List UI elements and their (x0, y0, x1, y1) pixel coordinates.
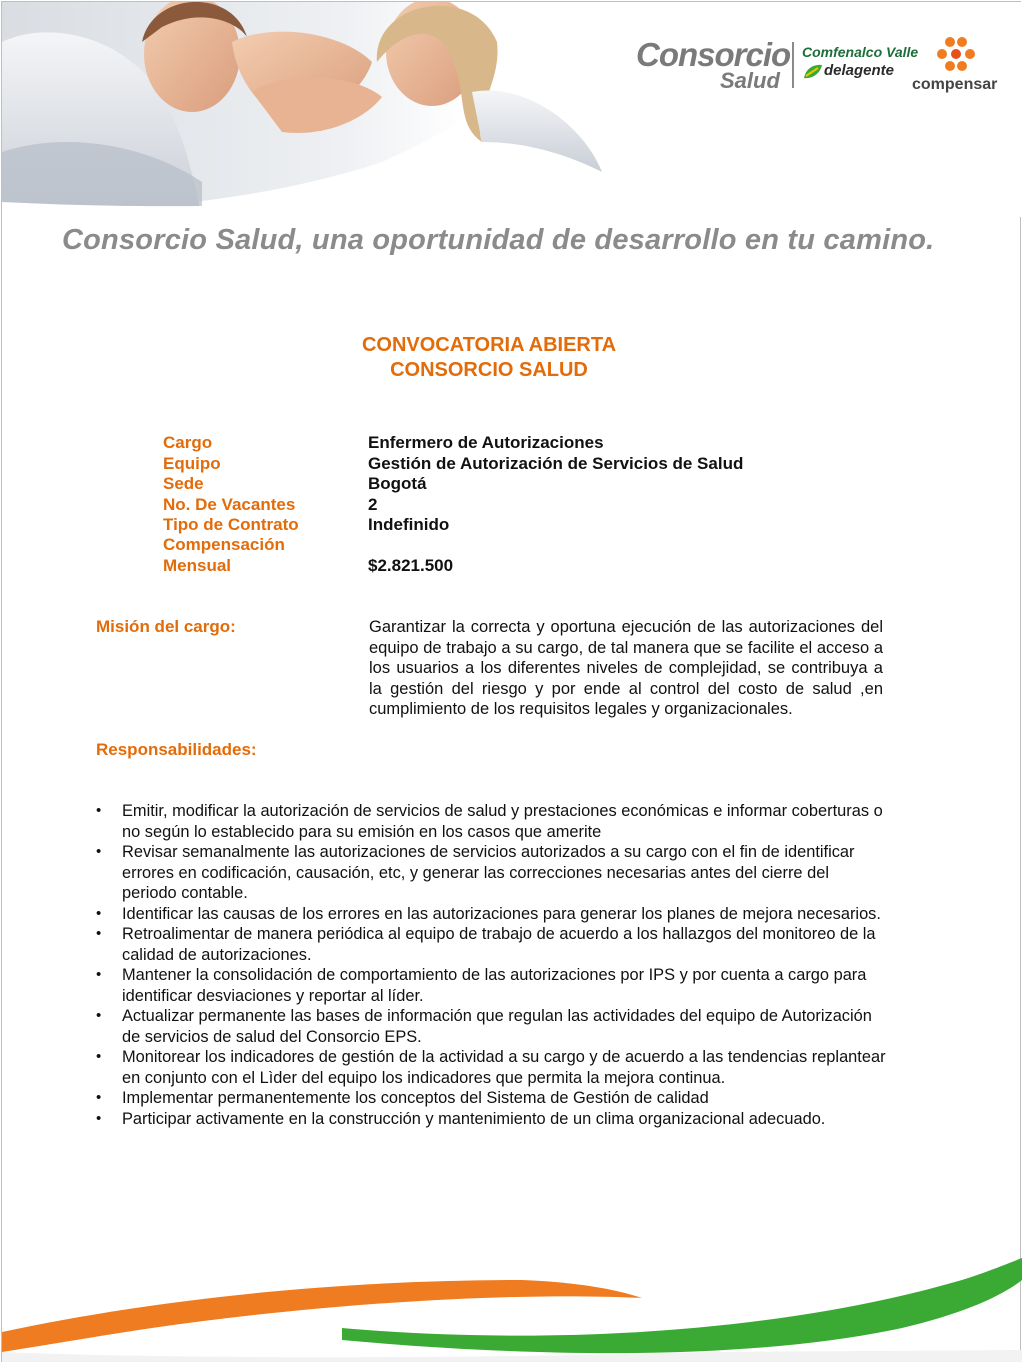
detail-value-equipo: Gestión de Autorización de Servicios de Salud (368, 454, 744, 473)
list-item: • Actualizar permanente las bases de información que regulan las actividades del equipo de Autorización de servicios de salud del Consorcio EPS. (96, 1006, 886, 1047)
detail-label-mensual: Mensual (163, 556, 232, 575)
header-photo (2, 2, 1022, 217)
detail-label-vacantes: No. De Vacantes (163, 495, 296, 514)
detail-label-compensacion: Compensación (163, 535, 285, 554)
list-item: • Participar activamente en la construcción y mantenimiento de un clima organizacional adecuado. (96, 1109, 886, 1130)
logo-separator (792, 42, 794, 88)
list-item: • Revisar semanalmente las autorizaciones de servicios autorizados a su cargo con el fin de identificar errores en codificación, causación, etc, y generar las correcciones necesarias antes del cierre del periodo contable. (96, 842, 886, 904)
detail-label-equipo: Equipo (163, 454, 221, 473)
title-consorcio: CONSORCIO SALUD (390, 359, 588, 381)
responsabilidades-label: Responsabilidades: (96, 740, 257, 759)
mision-text: Garantizar la correcta y oportuna ejecución de las autorizaciones del equipo de trabajo a su cargo, de tal manera que se facilite el acceso a los usuarios a los diferentes niveles de complejidad, se contribuya a la gestión del riesgo y por ende al control del costo de salud ,en cumplimiento de los requisitos legales y organizacionales. (369, 618, 883, 719)
logo-comfenalco-text: Comfenalco Valle (802, 44, 919, 60)
list-item: • Emitir, modificar la autorización de servicios de salud y prestaciones económicas e informar coberturas o no según lo establecido para su emisión en los casos que amerite (96, 801, 886, 842)
list-item: • Mantener la consolidación de comportamiento de las autorizaciones por IPS y por cuenta a cargo para identificar desviaciones y reportar al líder. (96, 965, 886, 1006)
logo-consorcio-text: Consorcio (636, 36, 791, 73)
logo-salud-text: Salud (720, 68, 780, 93)
detail-value-contrato: Indefinido (368, 515, 450, 534)
detail-value-vacantes: 2 (368, 495, 378, 514)
comfenalco-valle-logo (802, 44, 919, 94)
mision-label: Misión del cargo: (96, 617, 236, 636)
list-item: • Implementar permanentemente los conceptos del Sistema de Gestión de calidad (96, 1088, 886, 1109)
detail-label-contrato: Tipo de Contrato (163, 515, 299, 534)
title-convocatoria: CONVOCATORIA ABIERTA (361, 334, 617, 356)
list-item: • Identificar las causas de los errores en las autorizaciones para generar los planes de mejora necesarios. (96, 904, 886, 925)
detail-label-cargo: Cargo (163, 433, 213, 452)
compensar-logo (912, 34, 1008, 98)
list-item: • Monitorear los indicadores de gestión de la actividad a su cargo y de acuerdo a las tendencias replantear en conjunto con el Lìder del equipo los indicadores que permita la mejora continua. (96, 1047, 886, 1088)
compensar-dots-icon (936, 36, 976, 74)
detail-label-sede: Sede (163, 474, 204, 493)
list-item: • Retroalimentar de manera periódica al equipo de trabajo de acuerdo a los hallazgos del monitoreo de la calidad de autorizaciones. (96, 924, 886, 965)
slogan: Consorcio Salud, una oportunidad de desarrollo en tu camino. (62, 224, 935, 256)
detail-value-mensual: $2.821.500 (368, 556, 454, 575)
responsabilidades-list (96, 801, 886, 1129)
logo-compensar-text: compensar (912, 76, 998, 93)
detail-value-sede: Bogotá (368, 474, 427, 493)
detail-value-cargo: Enfermero de Autorizaciones (368, 433, 604, 452)
consorcio-salud-logo (636, 36, 791, 96)
partner-logos (632, 30, 1012, 100)
footer-swoosh (2, 1240, 1022, 1362)
logo-delagente-text: delagente (824, 62, 895, 79)
comfenalco-leaf-icon (802, 62, 824, 82)
